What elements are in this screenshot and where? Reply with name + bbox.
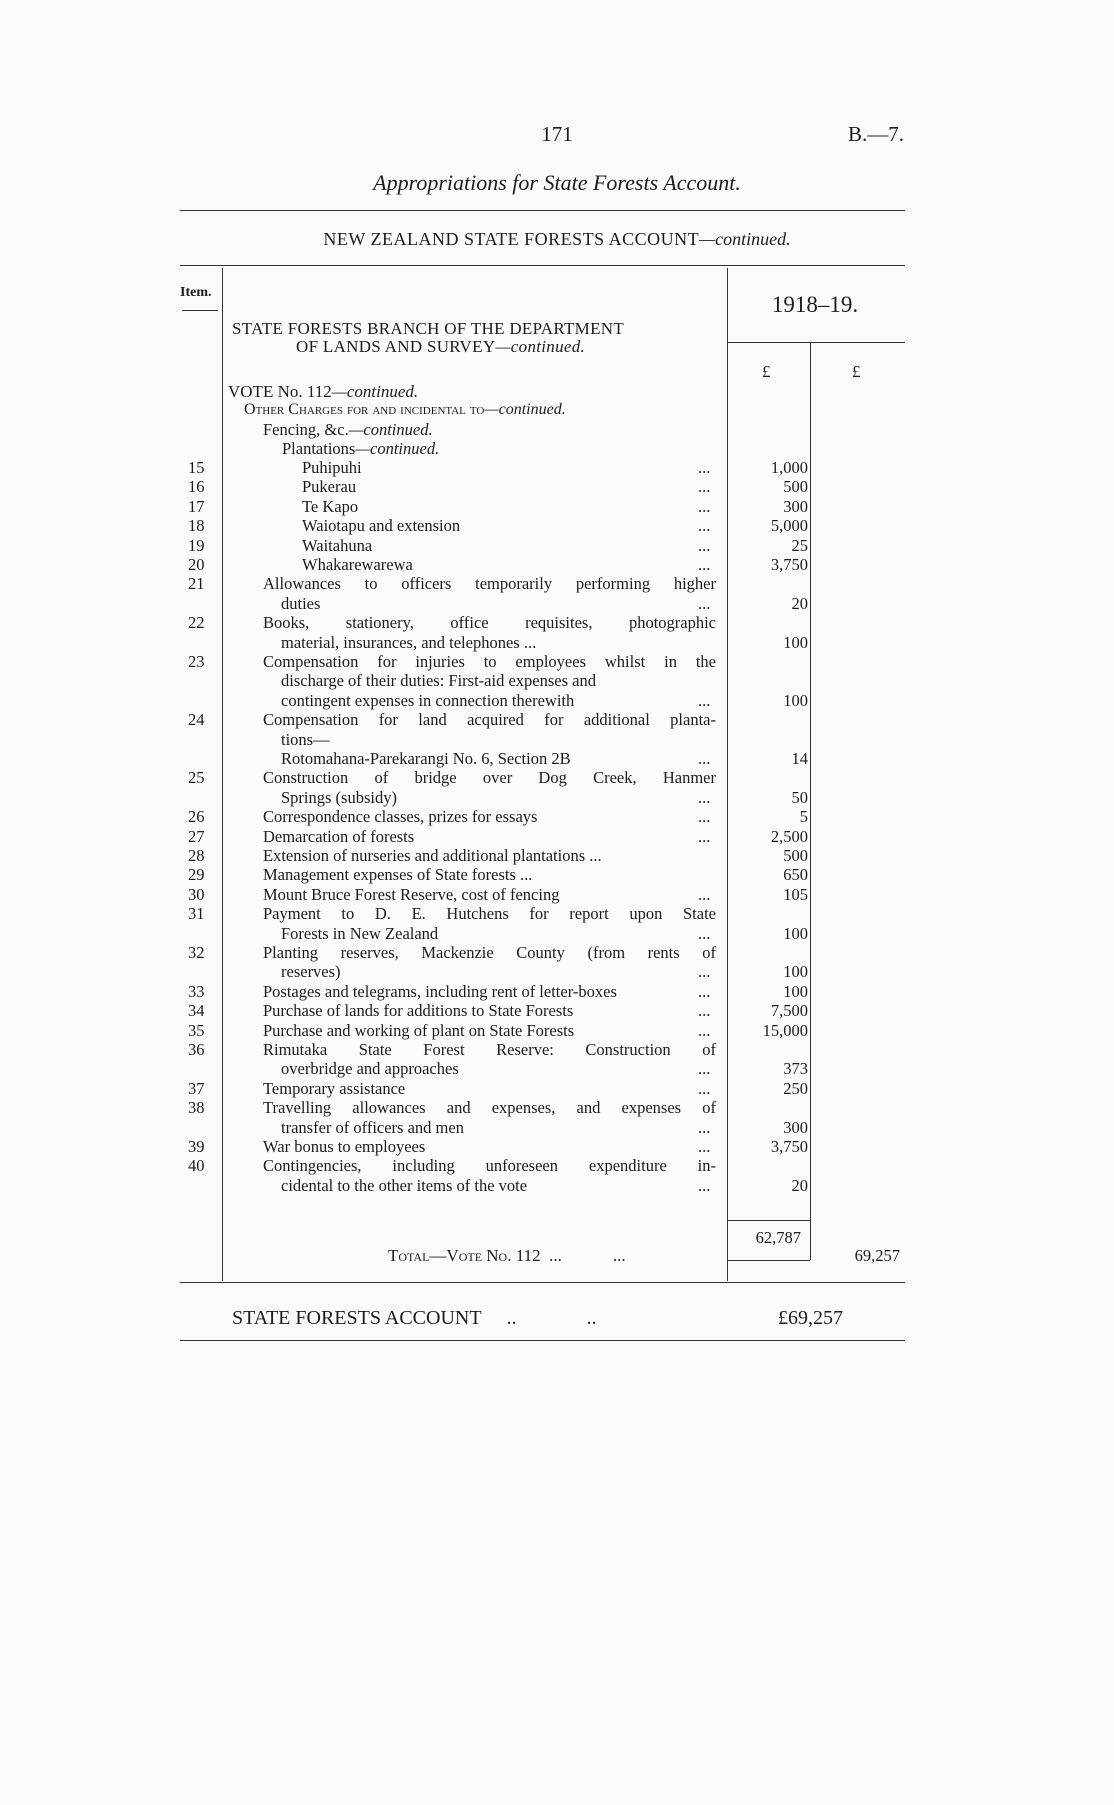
item-description-line: Allowances to officers temporarily performing higher <box>263 574 716 594</box>
page-number: 171 <box>541 122 573 146</box>
item-number: 25 <box>188 768 205 788</box>
item-number: 30 <box>188 884 205 904</box>
item-amount: 3,750 <box>770 1137 808 1156</box>
item-amount: 500 <box>783 846 808 865</box>
item-amount: 100 <box>783 923 808 943</box>
item-description-line: transfer of officers and men <box>281 1117 464 1137</box>
item-number: 19 <box>188 535 205 555</box>
item-description-line: discharge of their duties: First-aid expenses and <box>281 671 596 691</box>
item-amount: 7,500 <box>770 1001 808 1021</box>
item-number: 34 <box>188 1001 205 1021</box>
leader-dots: ... <box>698 1117 711 1137</box>
branch-heading-line1: STATE FORESTS BRANCH OF THE DEPARTMENT <box>232 319 625 338</box>
item-amount: 5 <box>799 807 808 827</box>
item-amount: 14 <box>791 748 808 768</box>
year-underline <box>727 342 905 343</box>
table-row <box>170 497 890 516</box>
item-description-line: Purchase and working of plant on State Forests <box>263 1020 575 1040</box>
plantations-suffix: —continued. <box>355 439 440 458</box>
other-charges-heading <box>244 401 566 419</box>
table-row <box>170 1137 890 1156</box>
item-number: 35 <box>188 1020 205 1040</box>
leader-dots: ... <box>698 1020 711 1040</box>
item-amount: 100 <box>783 962 808 982</box>
table-row <box>170 458 890 477</box>
item-amount: 50 <box>791 787 808 807</box>
leader-dots: ... <box>698 496 711 516</box>
table-row <box>170 477 890 496</box>
table-row <box>170 574 890 613</box>
item-description-line: Temporary assistance <box>263 1078 406 1098</box>
total-vote-amount: 69,257 <box>854 1246 900 1265</box>
grand-total-label <box>232 1307 597 1330</box>
subtotal-amount: 62,787 <box>755 1228 801 1247</box>
table-top-rule <box>180 265 905 266</box>
item-amount: 650 <box>783 865 808 885</box>
total-rule <box>727 1260 810 1261</box>
table-row <box>170 807 890 826</box>
leader-dots: ... <box>698 807 711 827</box>
subtotal-rule <box>727 1220 810 1221</box>
table-row <box>170 768 890 807</box>
item-description-line: Rimutaka State Forest Reserve: Construction of <box>263 1040 716 1059</box>
fencing-heading <box>263 420 433 440</box>
branch-heading-suffix: —continued. <box>495 337 586 356</box>
item-description-line: reserves) <box>281 962 341 982</box>
item-amount: 20 <box>791 593 808 613</box>
leader-dots: ... <box>698 477 711 497</box>
total-vote-label <box>388 1246 626 1266</box>
item-description-line: Whakarewarewa <box>302 555 413 574</box>
item-amount: 2,500 <box>770 826 808 846</box>
leader-dots: ... <box>698 787 711 807</box>
item-amount: 100 <box>783 981 808 1001</box>
item-amount: 20 <box>791 1175 808 1195</box>
item-description-line: Forests in New Zealand <box>281 923 439 943</box>
item-number: 18 <box>188 516 205 536</box>
other-charges-suffix: —continued. <box>484 401 566 418</box>
item-description-line: Construction of bridge over Dog Creek, Hanmer <box>263 768 716 788</box>
account-title-suffix: —continued. <box>699 229 791 249</box>
item-number: 16 <box>188 477 205 497</box>
item-number: 15 <box>188 458 205 477</box>
item-description-line: Travelling allowances and expenses, and expenses of <box>263 1098 716 1118</box>
table-row <box>170 846 890 865</box>
item-number: 31 <box>188 904 205 924</box>
table-bottom-rule <box>180 1282 905 1283</box>
leader-dots: ... <box>698 923 711 943</box>
item-amount: 500 <box>783 477 808 497</box>
item-description-line: War bonus to employees <box>263 1137 426 1156</box>
item-description-line: Te Kapo <box>302 496 359 516</box>
table-row <box>170 555 890 574</box>
item-number: 26 <box>188 807 205 827</box>
item-header-underline <box>182 310 218 311</box>
leader-dots: ... <box>698 962 711 982</box>
leader-dots: ... <box>698 535 711 555</box>
branch-heading <box>232 320 727 356</box>
table-row <box>170 1079 890 1098</box>
table-row <box>170 613 890 652</box>
item-number: 20 <box>188 555 205 574</box>
vote-heading <box>228 382 418 402</box>
total-leader-dots: ... ... <box>540 1246 626 1265</box>
item-number: 27 <box>188 826 205 846</box>
table-row <box>170 885 890 904</box>
item-number: 22 <box>188 613 205 633</box>
item-number: 17 <box>188 496 205 516</box>
item-description-line: Puhipuhi <box>302 458 362 477</box>
item-number: 32 <box>188 943 205 962</box>
item-amount: 25 <box>791 535 808 555</box>
other-charges-text: Other Charges for and incidental to <box>244 401 485 418</box>
item-description-line: Management expenses of State forests ... <box>263 865 533 885</box>
item-description-line: Contingencies, including unforeseen expenditure in- <box>263 1156 716 1176</box>
leader-dots: ... <box>698 1078 711 1098</box>
item-description-line: overbridge and approaches <box>281 1059 459 1079</box>
item-description-line: duties <box>281 593 321 613</box>
leader-dots: ... <box>698 690 711 710</box>
account-title-text: NEW ZEALAND STATE FORESTS ACCOUNT <box>323 229 700 249</box>
year-header: 1918–19. <box>771 292 859 317</box>
table-row <box>170 1098 890 1137</box>
item-number: 28 <box>188 846 205 865</box>
leader-dots: ... <box>698 1175 711 1195</box>
leader-dots: ... <box>698 516 711 536</box>
item-description-line: Correspondence classes, prizes for essays <box>263 807 538 827</box>
item-amount: 300 <box>783 496 808 516</box>
leader-dots: ... <box>698 826 711 846</box>
item-number: 33 <box>188 981 205 1001</box>
account-title <box>0 229 1114 250</box>
grand-total-amount: £69,257 <box>778 1307 843 1329</box>
table-row <box>170 1021 890 1040</box>
plantations-text: Plantations <box>282 439 356 458</box>
table-row <box>170 652 890 710</box>
item-description-line: Planting reserves, Mackenzie County (from rents of <box>263 943 716 962</box>
branch-heading-line2 <box>232 338 727 356</box>
leader-dots: ... <box>698 981 711 1001</box>
table-row <box>170 710 890 768</box>
grand-total-label-text: STATE FORESTS ACCOUNT <box>232 1307 482 1329</box>
leader-dots: ... <box>698 1059 711 1079</box>
item-number: 24 <box>188 710 205 730</box>
item-description-line: Compensation for injuries to employees whilst in the <box>263 652 716 671</box>
fencing-suffix: —continued. <box>348 420 433 439</box>
item-number: 40 <box>188 1156 205 1176</box>
leader-dots: ... <box>698 1001 711 1021</box>
item-description-line: Extension of nurseries and additional plantations ... <box>263 846 602 865</box>
item-number: 38 <box>188 1098 205 1118</box>
item-description-line: Mount Bruce Forest Reserve, cost of fencing <box>263 884 560 904</box>
item-description-line: Postages and telegrams, including rent of letter-boxes <box>263 981 617 1001</box>
item-amount: 300 <box>783 1117 808 1137</box>
table-row <box>170 516 890 535</box>
table-row <box>170 1040 890 1079</box>
item-amount: 15,000 <box>762 1020 808 1040</box>
item-amount: 1,000 <box>770 458 808 477</box>
item-number: 21 <box>188 574 205 594</box>
table-row <box>170 943 890 982</box>
page-subtitle: Appropriations for State Forests Account. <box>373 170 741 195</box>
leader-dots: ... <box>698 458 711 477</box>
column1-unit: £ <box>762 362 771 381</box>
table-row <box>170 536 890 555</box>
fencing-text: Fencing, &c. <box>263 420 349 439</box>
total-vote-label-text: Total—Vote No. 112 <box>388 1246 541 1265</box>
branch-heading-line2-text: OF LANDS AND SURVEY <box>296 337 496 356</box>
leader-dots: ... <box>698 555 711 574</box>
vote-heading-text: VOTE No. 112 <box>228 382 332 401</box>
vote-heading-suffix: —continued. <box>331 382 419 401</box>
document-reference: B.—7. <box>848 122 905 146</box>
table-row <box>170 982 890 1001</box>
plantations-heading <box>282 439 439 459</box>
item-number: 23 <box>188 652 205 671</box>
item-amount: 100 <box>783 690 808 710</box>
column2-unit: £ <box>852 362 861 381</box>
item-description-line: Demarcation of forests <box>263 826 415 846</box>
item-number: 39 <box>188 1137 205 1156</box>
table-row <box>170 1001 890 1020</box>
item-amount: 250 <box>783 1078 808 1098</box>
item-description-line: Payment to D. E. Hutchens for report upon State <box>263 904 716 924</box>
item-description-line: tions— <box>281 729 330 749</box>
table-row <box>170 865 890 884</box>
item-amount: 5,000 <box>770 516 808 536</box>
item-description-line: Rotomahana-Parekarangi No. 6, Section 2B <box>281 748 571 768</box>
table-row <box>170 904 890 943</box>
table-row <box>170 827 890 846</box>
item-description-line: Pukerau <box>302 477 357 497</box>
item-description-line: Compensation for land acquired for additional planta- <box>263 710 716 730</box>
item-description-line: material, insurances, and telephones ... <box>281 632 537 652</box>
item-description-line: cidental to the other items of the vote <box>281 1175 528 1195</box>
item-description-line: Purchase of lands for additions to State Forests <box>263 1001 574 1021</box>
leader-dots: ... <box>698 1137 711 1156</box>
item-description-line: Waitahuna <box>302 535 373 555</box>
top-rule <box>180 210 905 211</box>
item-amount: 100 <box>783 632 808 652</box>
table-row <box>170 1156 890 1195</box>
leader-dots: ... <box>698 884 711 904</box>
item-description-line: Books, stationery, office requisites, photographic <box>263 613 716 633</box>
item-number: 36 <box>188 1040 205 1059</box>
item-description-line: Springs (subsidy) <box>281 787 397 807</box>
item-description-line: contingent expenses in connection therewith <box>281 690 575 710</box>
leader-dots: ... <box>698 593 711 613</box>
item-amount: 373 <box>783 1059 808 1079</box>
footer-rule <box>180 1340 905 1341</box>
leader-dots: ... <box>698 748 711 768</box>
item-number: 37 <box>188 1078 205 1098</box>
grand-total-dots: .. .. <box>481 1307 597 1329</box>
item-description-line: Waiotapu and extension <box>302 516 461 536</box>
item-number: 29 <box>188 865 205 885</box>
item-amount: 3,750 <box>770 555 808 574</box>
item-column-header: Item. <box>180 285 212 300</box>
item-amount: 105 <box>783 884 808 904</box>
